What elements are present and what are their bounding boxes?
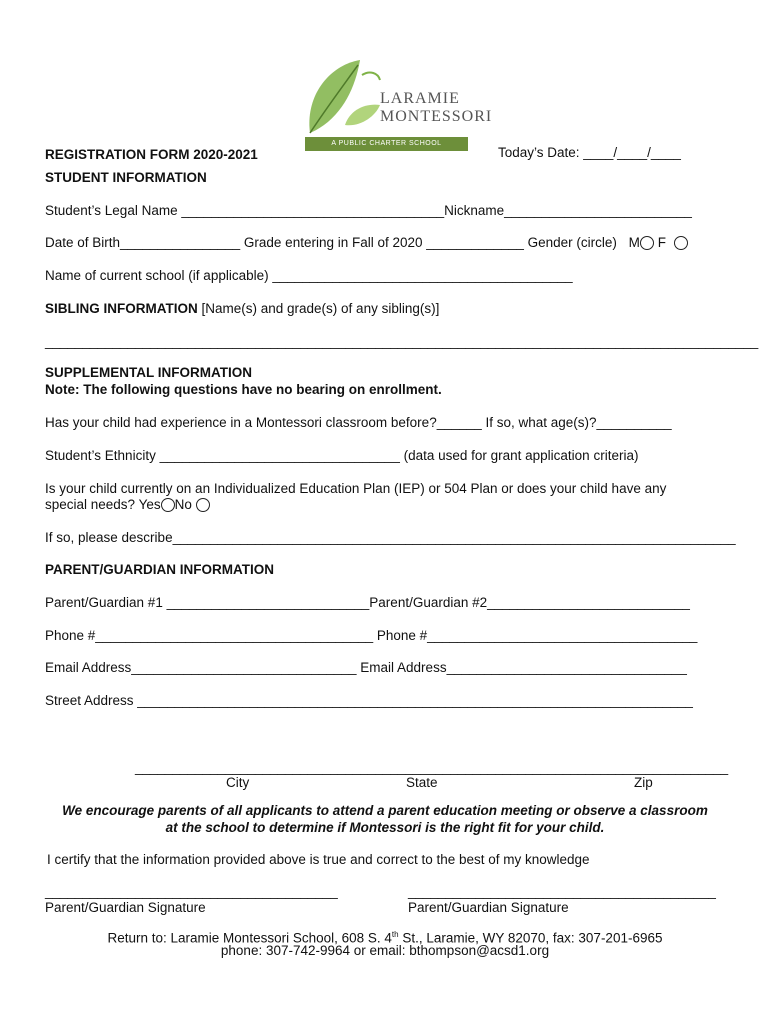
return-address-text-end: St., Laramie, WY 82070, fax: 307-201-6965 — [398, 930, 663, 946]
return-address-text: Return to: Laramie Montessori School, 608 S. 4 — [107, 930, 392, 946]
signature-label-1: Parent/Guardian Signature — [45, 900, 206, 915]
ethnicity-field[interactable]: Student’s Ethnicity ________________________________ (data used for grant application criteria) — [45, 448, 639, 463]
email-fields[interactable]: Email Address______________________________ Email Address________________________________ — [45, 660, 687, 675]
iep-yes-radio[interactable] — [161, 498, 175, 512]
gender-m-radio[interactable] — [640, 236, 654, 250]
gender-f-label: F — [657, 235, 666, 250]
school-logo — [300, 55, 493, 160]
logo-name-line1: LARAMIE — [380, 90, 460, 107]
sibling-info-line[interactable]: _______________________________________________________________________________________________ — [45, 334, 759, 349]
certify-statement: I certify that the information provided above is true and correct to the best of my knowledge — [47, 852, 590, 867]
iep-question-line1: Is your child currently on an Individualized Education Plan (IEP) or 504 Plan or does your child have any — [45, 481, 667, 496]
logo-name-line2: MONTESSORI — [380, 108, 493, 125]
legal-name-field[interactable]: Student’s Legal Name ___________________________________Nickname_________________________ — [45, 203, 692, 218]
gender-m-label: M — [628, 235, 640, 250]
leaf-logo-icon — [300, 55, 390, 140]
todays-date-field[interactable]: Today’s Date: ____/____/____ — [498, 145, 681, 160]
contact-info: phone: 307-742-9964 or email: bthompson@acsd1.org — [220, 943, 550, 958]
dob-grade-gender-row — [45, 235, 688, 250]
dob-grade-field[interactable]: Date of Birth________________ Grade entering in Fall of 2020 _____________ Gender (circle) — [45, 235, 617, 250]
signature-line-1[interactable]: _______________________________________ — [45, 884, 338, 899]
supplemental-note: Note: The following questions have no bearing on enrollment. — [45, 382, 442, 397]
phone-fields[interactable]: Phone #_____________________________________ Phone #____________________________________ — [45, 628, 698, 643]
iep-yes-label: special needs? Yes — [45, 497, 161, 512]
montessori-experience-field[interactable]: Has your child had experience in a Montessori classroom before?______ If so, what age(s)?__________ — [45, 415, 672, 430]
sibling-info-note: [Name(s) and grade(s) of any sibling(s)] — [197, 301, 440, 316]
signature-line-2[interactable]: _________________________________________ — [408, 884, 716, 899]
notice-line1: We encourage parents of all applicants to attend a parent education meeting or observe a classroom — [62, 803, 708, 818]
gender-f-radio[interactable] — [674, 236, 688, 250]
city-label: City — [226, 775, 250, 790]
zip-label: Zip — [634, 775, 653, 790]
signature-label-2: Parent/Guardian Signature — [408, 900, 569, 915]
parent-info-heading: PARENT/GUARDIAN INFORMATION — [45, 562, 274, 577]
iep-no-radio[interactable] — [196, 498, 210, 512]
form-title: REGISTRATION FORM 2020-2021 — [45, 147, 258, 162]
iep-question-line2 — [45, 497, 210, 512]
logo-tagline: A PUBLIC CHARTER SCHOOL — [305, 137, 468, 151]
guardian-names-field[interactable]: Parent/Guardian #1 ___________________________Parent/Guardian #2___________________________ — [45, 595, 690, 610]
sibling-info-row — [45, 301, 439, 316]
return-address-sup: th — [391, 930, 399, 939]
supplemental-heading: SUPPLEMENTAL INFORMATION — [45, 365, 252, 380]
state-label: State — [406, 775, 438, 790]
describe-field[interactable]: If so, please describe___________________________________________________________________________ — [45, 530, 736, 545]
notice-line2: at the school to determine if Montessori is the right fit for your child. — [165, 820, 605, 835]
student-info-heading: STUDENT INFORMATION — [45, 170, 207, 185]
iep-no-label: No — [174, 497, 192, 512]
sibling-info-heading: SIBLING INFORMATION — [45, 301, 198, 316]
street-address-field[interactable]: Street Address __________________________________________________________________________ — [45, 693, 693, 708]
city-state-zip-line[interactable]: _______________________________________________________________________________ — [135, 760, 729, 775]
current-school-field[interactable]: Name of current school (if applicable) ________________________________________ — [45, 268, 573, 283]
